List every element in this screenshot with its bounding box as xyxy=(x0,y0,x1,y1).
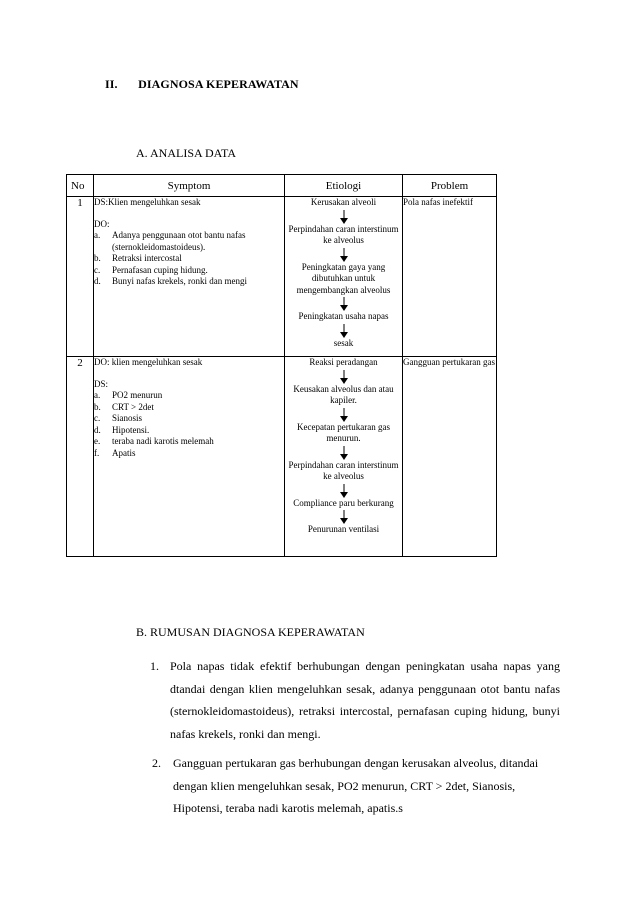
etiologi-step: Peningkatan usaha napas xyxy=(298,311,389,321)
symptom-cell xyxy=(94,357,285,557)
arrow-down-icon xyxy=(340,370,348,384)
diagnosis-number: 2. xyxy=(152,756,161,770)
symptom-ds: DS:Klien mengeluhkan sesak xyxy=(94,197,201,207)
arrow-down-icon xyxy=(340,210,348,224)
symptom-cell xyxy=(94,197,285,357)
table-row xyxy=(67,197,497,357)
header-etiologi: Etiologi xyxy=(285,175,403,197)
row-number: 1 xyxy=(67,197,94,357)
table-header-row xyxy=(67,175,497,197)
etiologi-step: Reaksi peradangan xyxy=(309,357,378,367)
list-item: f. Apatis xyxy=(94,447,136,458)
diagnosis-item xyxy=(150,655,560,745)
diagnosis-item xyxy=(152,752,562,820)
table-row xyxy=(67,357,497,557)
etiologi-step: Compliance paru berkurang xyxy=(293,497,394,508)
list-item: a. Adanya penggunaan otot bantu nafas (sternokleidomastoideus). xyxy=(94,230,246,252)
arrow-down-icon xyxy=(340,248,348,262)
etiologi-step: Perpindahan caran interstinum ke alveolus xyxy=(288,223,399,245)
header-symptom: Symptom xyxy=(94,175,285,197)
analisa-data-table xyxy=(66,174,497,557)
etiologi-step: Perpindahan caran interstinum ke alveolus xyxy=(288,459,399,481)
arrow-down-icon xyxy=(340,408,348,422)
arrow-down-icon xyxy=(340,297,348,311)
header-no: No xyxy=(67,175,94,197)
arrow-down-icon xyxy=(340,324,348,338)
diagnosis-number: 1. xyxy=(150,659,159,673)
arrow-down-icon xyxy=(340,484,348,498)
list-item: d. Hipotensi. xyxy=(94,424,150,435)
list-item: a. PO2 menurun xyxy=(94,390,163,400)
list-item: c. Pernafasan cuping hidung. xyxy=(94,264,208,275)
analisa-heading: A. ANALISA DATA xyxy=(136,146,237,160)
symptom-ds: DO: klien mengeluhkan sesak xyxy=(94,357,203,367)
arrow-down-icon xyxy=(340,510,348,524)
list-item: b. Retraksi intercostal xyxy=(94,253,182,263)
etiologi-step: Kecepatan pertukaran gas menurun. xyxy=(297,421,390,443)
etiologi-step: Keusakan alveolus dan atau kapiler. xyxy=(293,383,394,405)
list-item: e. teraba nadi karotis melemah xyxy=(94,436,214,446)
header-problem: Problem xyxy=(403,175,497,197)
diagnosis-text: Gangguan pertukaran gas berhubungan dengan kerusakan alveolus, ditandai dengan klien mengeluhkan sesak, PO2 menurun, CRT > 2det, Sianosis, Hipotensi, teraba nadi karotis melemah, apatis.s xyxy=(173,756,539,815)
rumusan-heading: B. RUMUSAN DIAGNOSA KEPERAWATAN xyxy=(136,625,365,639)
symptom-do-label: DS: xyxy=(94,378,109,389)
list-item: c. Sianosis xyxy=(94,413,143,423)
section-number: II. xyxy=(105,77,118,91)
symptom-do-label: DO: xyxy=(94,218,110,229)
etiologi-step: Penurunan ventilasi xyxy=(307,524,380,534)
etiologi-step: Kerusakan alveoli xyxy=(310,197,377,207)
row-number: 2 xyxy=(67,357,94,557)
section-title: DIAGNOSA KEPERAWATAN xyxy=(138,77,299,91)
list-item: d. Bunyi nafas krekels, ronki dan mengi xyxy=(94,276,247,286)
list-item: b. CRT > 2det xyxy=(94,401,154,412)
problem-cell: Pola nafas inefektif xyxy=(403,197,497,357)
section-heading xyxy=(105,77,299,92)
etiologi-cell xyxy=(285,357,403,557)
etiologi-step: Peningkatan gaya yang dibutuhkan untuk mengembangkan alveolus xyxy=(296,261,391,295)
diagnosis-text: Pola napas tidak efektif berhubungan dengan peningkatan usaha napas yang dtandai dengan klien mengeluhkan sesak, adanya penggunaan otot bantu nafas (sternokleidomastoideus), retraksi intercostal, pernafasan cuping hidung, bunyi nafas krekels, ronki dan mengi. xyxy=(170,659,560,741)
arrow-down-icon xyxy=(340,446,348,460)
problem-cell: Gangguan pertukaran gas xyxy=(403,357,497,557)
etiologi-cell xyxy=(285,197,403,357)
etiologi-step: sesak xyxy=(333,337,354,348)
